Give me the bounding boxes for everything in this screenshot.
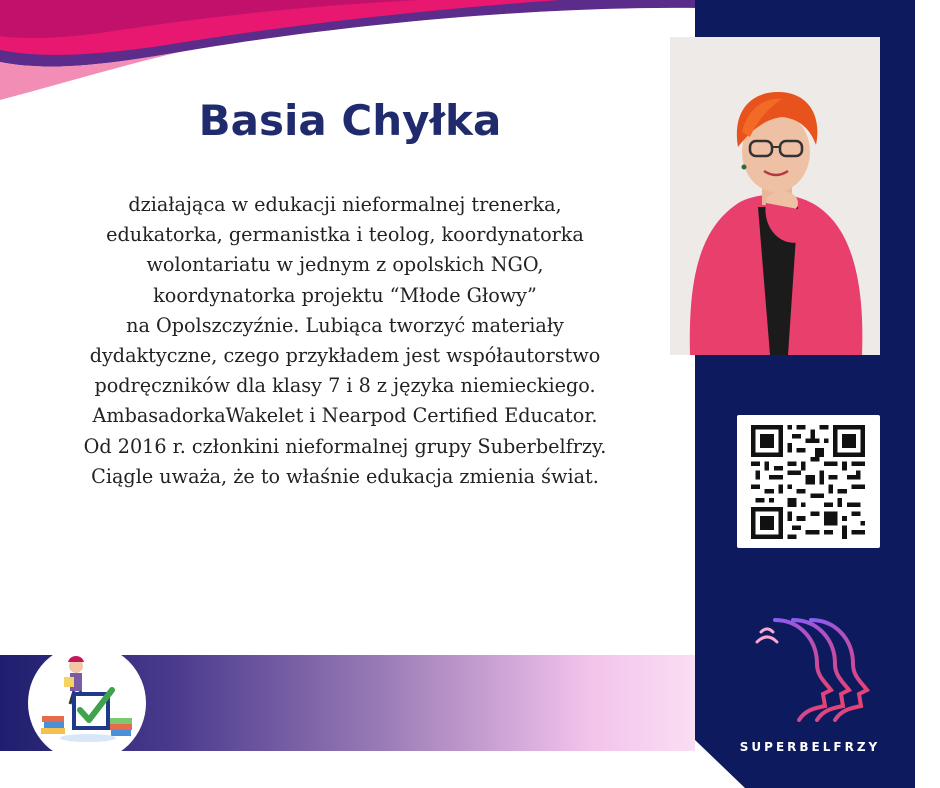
bio-line: Od 2016 r. członkini nieformalnej grupy Suberbelfrzy. <box>83 434 607 458</box>
bio-line: AmbasadorkaWakelet i Nearpod Certified Educator. <box>92 404 598 428</box>
superbelfrzy-logo-icon <box>755 612 875 722</box>
bio-line: koordynatorka projektu “Młode Głowy” <box>153 283 537 307</box>
teacher-checkmark-badge-icon <box>28 644 146 762</box>
bio-line: działająca w edukacji nieformalnej trenerka, <box>128 193 562 216</box>
top-swoosh-decoration <box>0 0 700 110</box>
right-edge-strip <box>915 0 940 788</box>
bio-text <box>10 190 680 492</box>
qr-code-icon <box>751 425 865 539</box>
bio-line: na Opolszczyźnie. Lubiąca tworzyć materiały <box>126 313 564 337</box>
person-name-heading: Basia Chyłka <box>198 96 502 145</box>
brand-name: SUPERBELFRZY <box>739 740 881 754</box>
portrait-illustration <box>670 37 880 355</box>
bio-line: wolontariatu w jednym z opolskich NGO, <box>146 253 544 277</box>
qr-code[interactable] <box>737 415 880 548</box>
bio-line: Ciągle uważa, że to właśnie edukacja zmienia świat. <box>91 464 599 488</box>
bio-line: edukatorka, germanistka i teolog, koordynatorka <box>106 223 584 247</box>
bio-line: podręczników dla klasy 7 i 8 z języka niemieckiego. <box>94 374 596 398</box>
bio-line: dydaktyczne, czego przykładem jest współautorstwo <box>89 344 601 368</box>
portrait-photo <box>670 37 880 355</box>
teacher-badge <box>28 644 146 762</box>
